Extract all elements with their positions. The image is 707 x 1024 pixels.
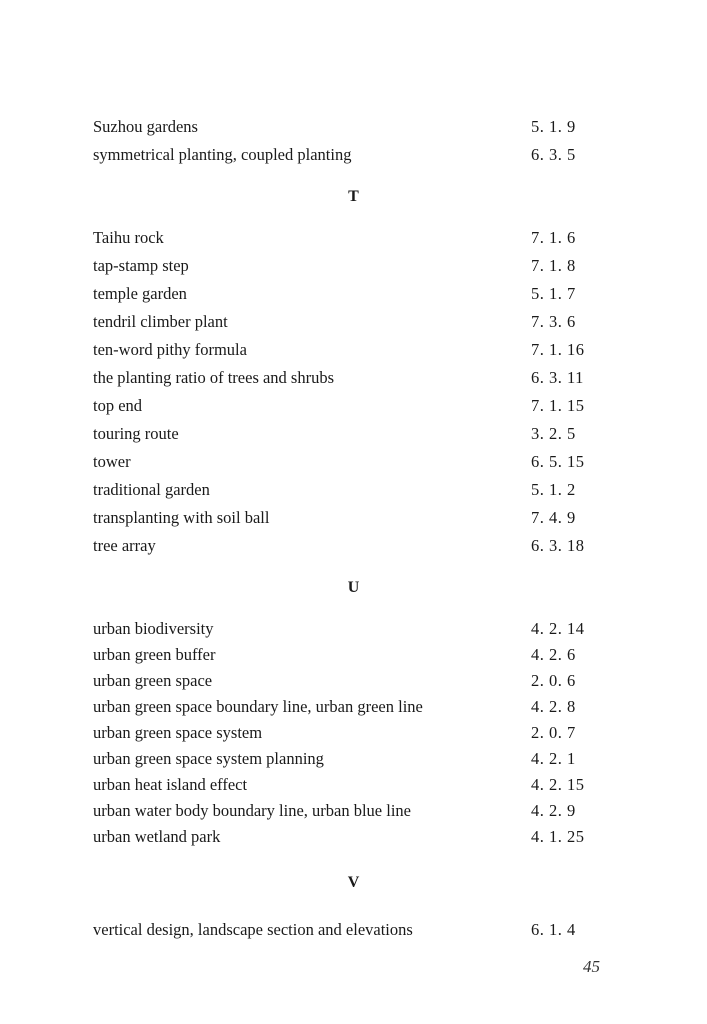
entry-ref: 5. 1. 7	[531, 284, 576, 303]
index-entry	[93, 721, 588, 745]
index-entry	[93, 226, 588, 250]
index-entry	[93, 366, 588, 390]
entry-ref: 4. 2. 9	[531, 801, 576, 820]
entry-term: the planting ratio of trees and shrubs	[93, 368, 335, 387]
index-entry	[93, 338, 588, 362]
index-entry	[93, 422, 588, 446]
index-entry	[93, 450, 588, 474]
index-entry	[93, 115, 588, 139]
entry-ref: 2. 0. 7	[531, 723, 576, 742]
entry-term: urban water body boundary line, urban blue line	[93, 801, 411, 820]
section-letter-t: T	[348, 188, 359, 205]
entry-ref: 4. 2. 14	[531, 619, 585, 638]
entry-term: Suzhou gardens	[93, 117, 198, 136]
index-entry	[93, 254, 588, 278]
entry-term: urban wetland park	[93, 827, 221, 846]
index-entry	[93, 282, 588, 306]
entry-ref: 6. 3. 18	[531, 536, 585, 555]
index-entry	[93, 669, 588, 693]
index-entry	[93, 918, 588, 942]
entry-term: urban biodiversity	[93, 619, 214, 638]
entry-ref: 4. 2. 1	[531, 749, 576, 768]
entry-ref: 4. 2. 8	[531, 697, 576, 716]
entry-term: vertical design, landscape section and elevations	[93, 920, 413, 939]
index-entry	[93, 799, 588, 823]
entry-ref: 7. 1. 8	[531, 256, 576, 275]
entry-ref: 7. 4. 9	[531, 508, 576, 527]
entry-term: Taihu rock	[93, 228, 164, 247]
section-letter-u: U	[347, 579, 360, 596]
entry-term: urban green space system planning	[93, 749, 324, 768]
entry-ref: 6. 3. 5	[531, 145, 576, 164]
index-entry	[93, 747, 588, 771]
entry-ref: 6. 5. 15	[531, 452, 585, 471]
index-entry	[93, 773, 588, 797]
index-entry	[93, 310, 588, 334]
index-entry	[93, 534, 588, 558]
index-entry	[93, 825, 588, 849]
entry-term: urban green space	[93, 671, 213, 690]
entry-term: tower	[93, 452, 131, 471]
entry-term: temple garden	[93, 284, 187, 303]
entry-term: top end	[93, 396, 143, 415]
entry-term: ten-word pithy formula	[93, 340, 247, 359]
index-entry	[93, 695, 588, 719]
entry-ref: 7. 1. 15	[531, 396, 585, 415]
entry-ref: 7. 3. 6	[531, 312, 576, 331]
index-entry	[93, 643, 588, 667]
entry-term: urban heat island effect	[93, 775, 248, 794]
entry-ref: 4. 2. 15	[531, 775, 585, 794]
section-letter-v: V	[347, 874, 360, 891]
entry-ref: 2. 0. 6	[531, 671, 576, 690]
entry-ref: 4. 1. 25	[531, 827, 585, 846]
entry-term: tap-stamp step	[93, 256, 189, 275]
entry-term: tendril climber plant	[93, 312, 228, 331]
index-entry	[93, 506, 588, 530]
entry-term: traditional garden	[93, 480, 210, 499]
entry-ref: 6. 3. 11	[531, 368, 584, 387]
index-entry	[93, 478, 588, 502]
entry-ref: 6. 1. 4	[531, 920, 576, 939]
entry-ref: 7. 1. 6	[531, 228, 576, 247]
index-entry	[93, 143, 588, 167]
entry-term: touring route	[93, 424, 179, 443]
entry-term: urban green space system	[93, 723, 263, 742]
entry-term: symmetrical planting, coupled planting	[93, 145, 352, 164]
entry-term: transplanting with soil ball	[93, 508, 270, 527]
index-entry	[93, 617, 588, 641]
entry-ref: 4. 2. 6	[531, 645, 576, 664]
entry-ref: 3. 2. 5	[531, 424, 576, 443]
entry-term: urban green space boundary line, urban green line	[93, 697, 423, 716]
index-entry	[93, 394, 588, 418]
entry-ref: 7. 1. 16	[531, 340, 585, 359]
entry-term: tree array	[93, 536, 156, 555]
page-number: 45	[583, 957, 600, 976]
entry-ref: 5. 1. 9	[531, 117, 576, 136]
entry-term: urban green buffer	[93, 645, 216, 664]
entry-ref: 5. 1. 2	[531, 480, 576, 499]
